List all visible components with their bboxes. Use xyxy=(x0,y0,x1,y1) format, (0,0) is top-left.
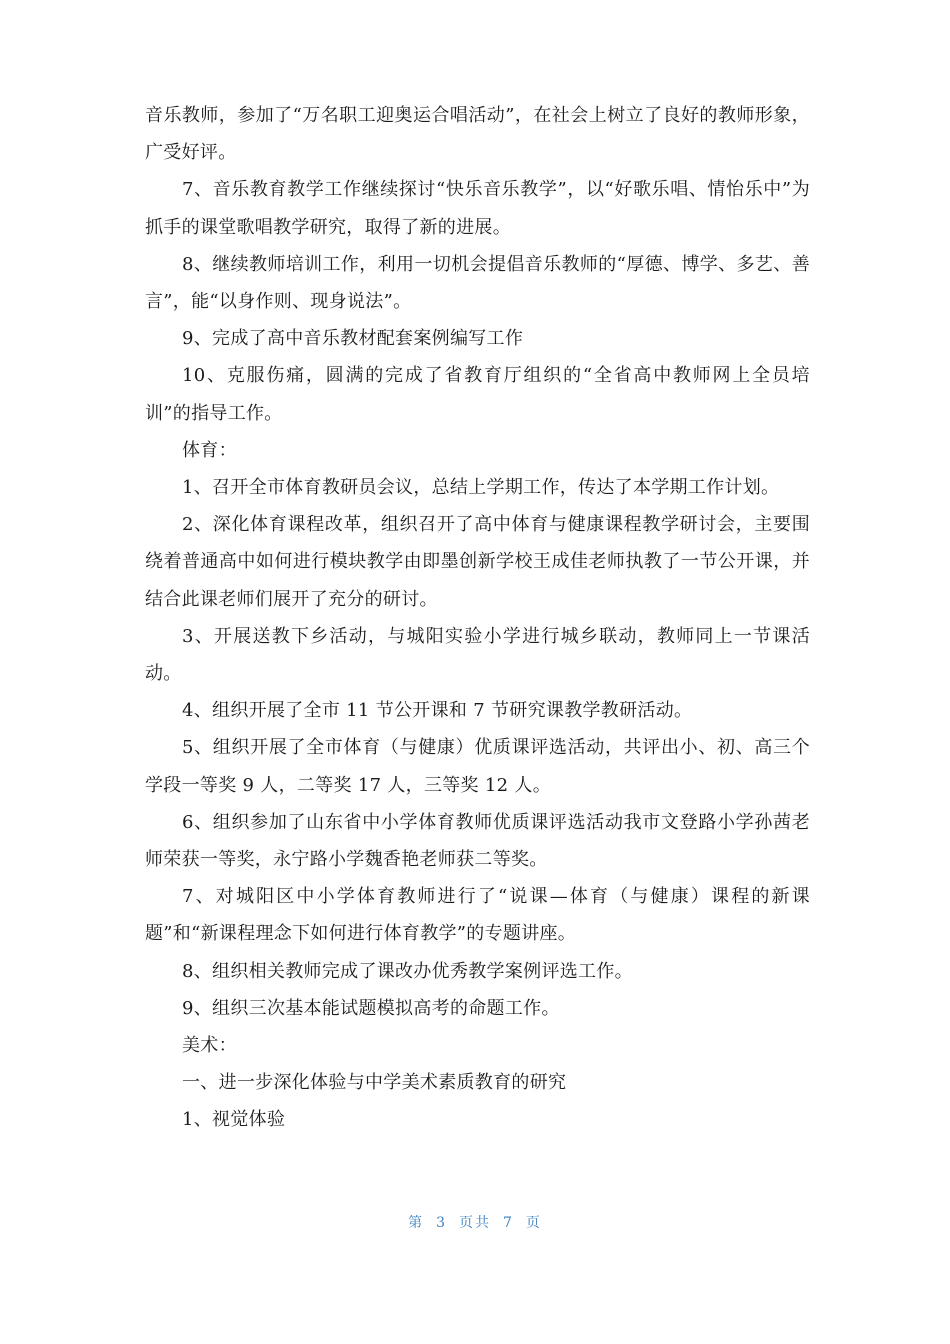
document-body xyxy=(145,97,810,1139)
section-heading-pe: 体育： xyxy=(182,439,237,461)
footer-suffix: 页 xyxy=(525,1215,542,1231)
paragraph: 1、召开全市体育教研员会议，总结上学期工作，传达了本学期工作计划。 xyxy=(182,477,780,499)
footer-middle: 页共 xyxy=(459,1215,491,1231)
paragraph: 9、完成了高中音乐教材配套案例编写工作 xyxy=(182,328,524,350)
paragraph: 2、深化体育课程改革，组织召开了高中体育与健康课程教学研讨会，主要围绕着普通高中如何进行模块教学由即墨创新学校王成佳老师执教了一节公开课，并结合此课老师们展开了充分的研讨。 xyxy=(145,514,810,610)
page-number-current: 3 xyxy=(436,1215,447,1231)
paragraph: 9、组织三次基本能试题模拟高考的命题工作。 xyxy=(182,997,560,1019)
paragraph: 5、组织开展了全市体育（与健康）优质课评选活动，共评出小、初、高三个学段一等奖 9 人，二等奖 17 人，三等奖 12 人。 xyxy=(145,737,810,796)
paragraph: 音乐教师，参加了“万名职工迎奥运合唱活动”，在社会上树立了良好的教师形象，广受好评。 xyxy=(145,105,810,164)
paragraph: 10、克服伤痛，圆满的完成了省教育厅组织的“全省高中教师网上全员培训”的指导工作。 xyxy=(145,365,810,424)
paragraph: 6、组织参加了山东省中小学体育教师优质课评选活动我市文登路小学孙茜老师荣获一等奖，永宁路小学魏香艳老师获二等奖。 xyxy=(145,811,810,871)
paragraph: 一、进一步深化体验与中学美术素质教育的研究 xyxy=(182,1072,567,1094)
paragraph: 1、视觉体验 xyxy=(182,1109,286,1131)
paragraph: 3、开展送教下乡活动，与城阳实验小学进行城乡联动，教师同上一节课活动。 xyxy=(145,625,810,685)
paragraph: 8、继续教师培训工作，利用一切机会提倡音乐教师的“厚德、博学、多艺、善言”，能“以身作则、现身说法”。 xyxy=(145,253,810,313)
page-footer xyxy=(0,1212,950,1232)
paragraph: 8、组织相关教师完成了课改办优秀教学案例评选工作。 xyxy=(182,960,633,982)
paragraph: 7、音乐教育教学工作继续探讨“快乐音乐教学”，以“好歌乐唱、情怡乐中”为抓手的课堂歌唱教学研究，取得了新的进展。 xyxy=(145,179,810,238)
section-heading-art: 美术： xyxy=(182,1035,237,1057)
footer-prefix: 第 xyxy=(408,1215,425,1231)
paragraph: 4、组织开展了全市 11 节公开课和 7 节研究课教学教研活动。 xyxy=(182,700,693,722)
page-number-total: 7 xyxy=(503,1215,514,1231)
paragraph: 7、对城阳区中小学体育教师进行了“说课—体育（与健康）课程的新课题”和“新课程理念下如何进行体育教学”的专题讲座。 xyxy=(145,886,810,945)
